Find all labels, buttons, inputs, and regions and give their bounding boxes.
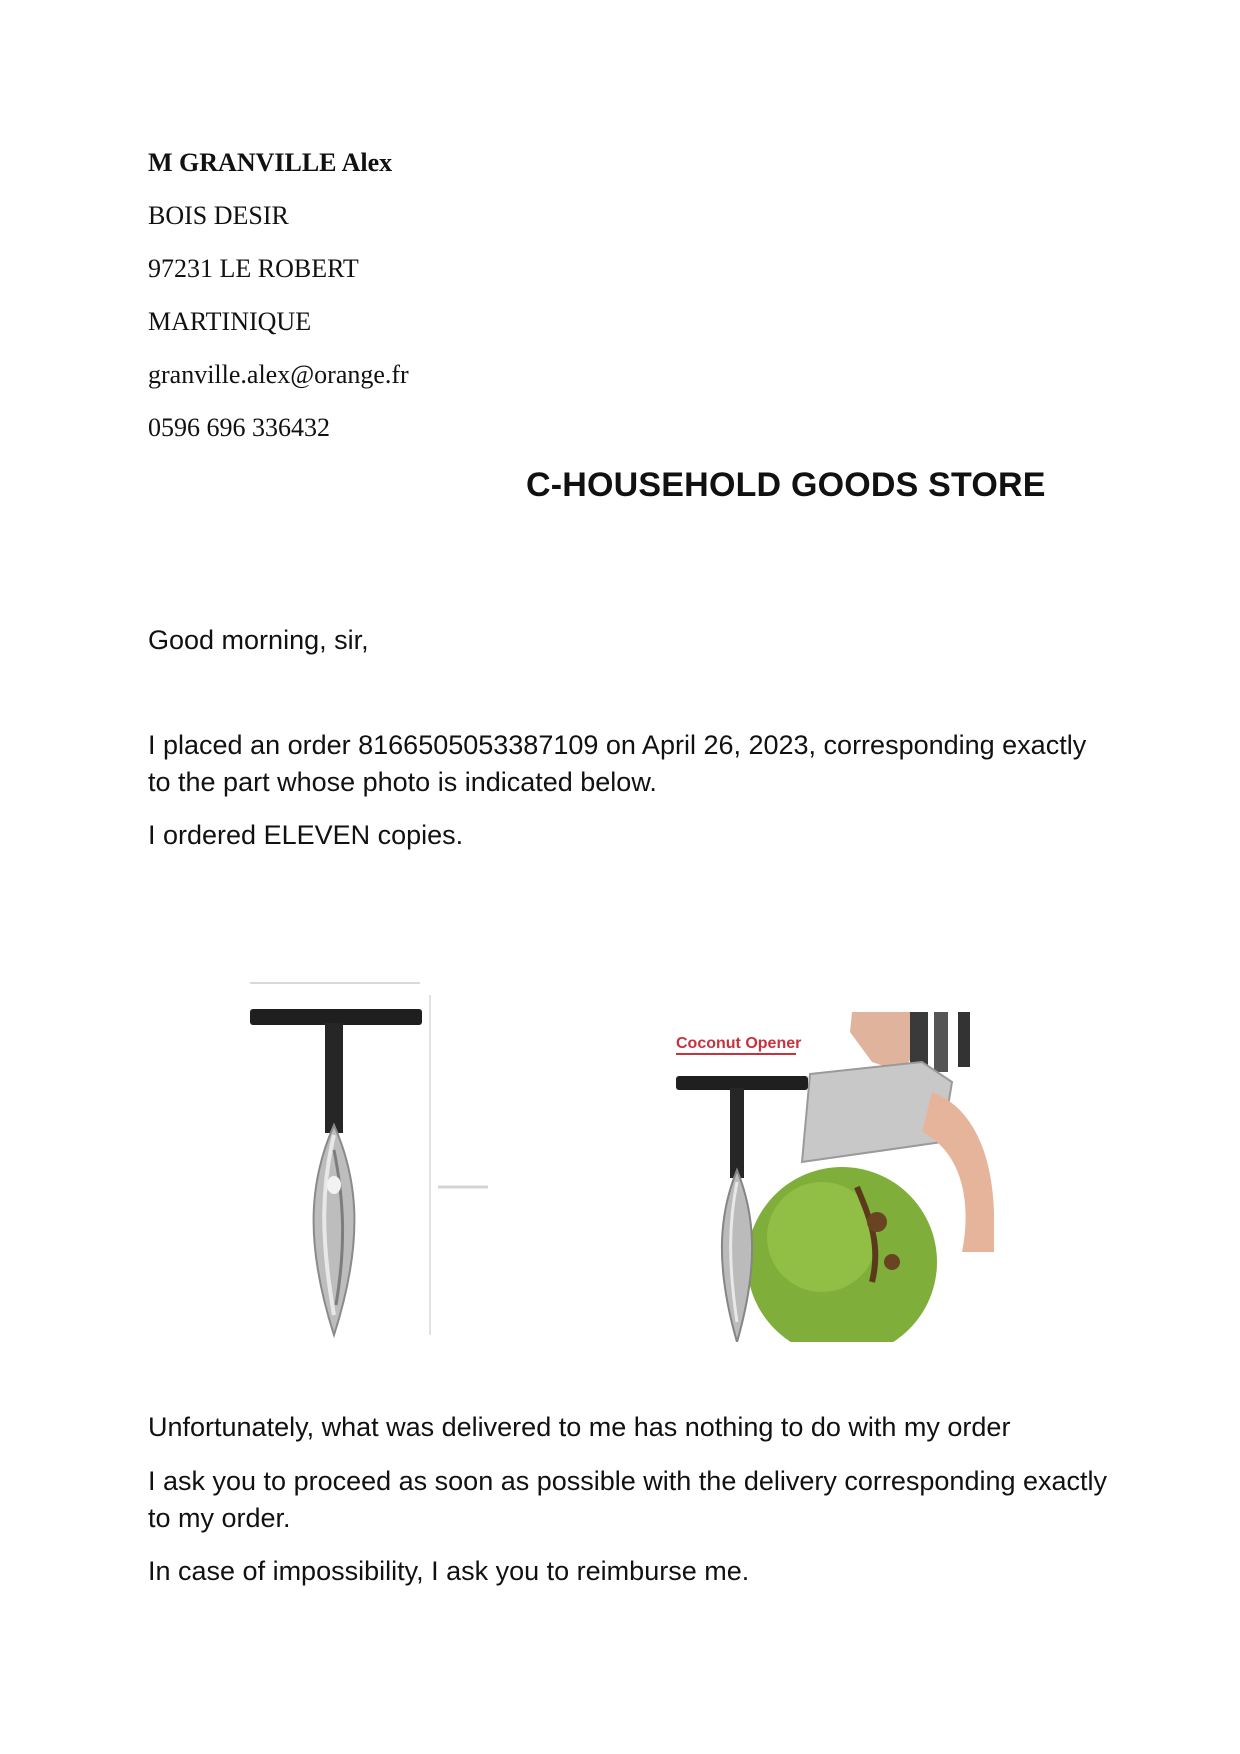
greeting: Good morning, sir, (148, 625, 369, 655)
sender-email: granville.alex@orange.fr (148, 360, 409, 389)
sender-address-line1: BOIS DESIR (148, 201, 289, 230)
paragraph-request: I ask you to proceed as soon as possible with the delivery corresponding exactly to my order. (148, 1466, 1108, 1533)
paragraph-delivery-issue: Unfortunately, what was delivered to me has nothing to do with my order (148, 1412, 1011, 1442)
sender-address-line3: MARTINIQUE (148, 307, 312, 336)
recipient-name: C-HOUSEHOLD GOODS STORE (526, 466, 1046, 504)
paragraph-order: I placed an order 8166505053387109 on April 26, 2023, corresponding exactly to the part whose photo is indicated below. (148, 730, 1087, 797)
paragraph-quantity: I ordered ELEVEN copies. (148, 820, 464, 850)
product-photo-tool (240, 975, 500, 1350)
paragraph-refund: In case of impossibility, I ask you to reimburse me. (148, 1556, 750, 1586)
product-photo-coconut (672, 1012, 996, 1342)
sender-name: M GRANVILLE Alex (148, 148, 393, 177)
sender-phone: 0596 696 336432 (148, 413, 330, 442)
sender-address-line2: 97231 LE ROBERT (148, 254, 359, 283)
coconut-opener-tag: Coconut Opener (676, 1035, 802, 1052)
